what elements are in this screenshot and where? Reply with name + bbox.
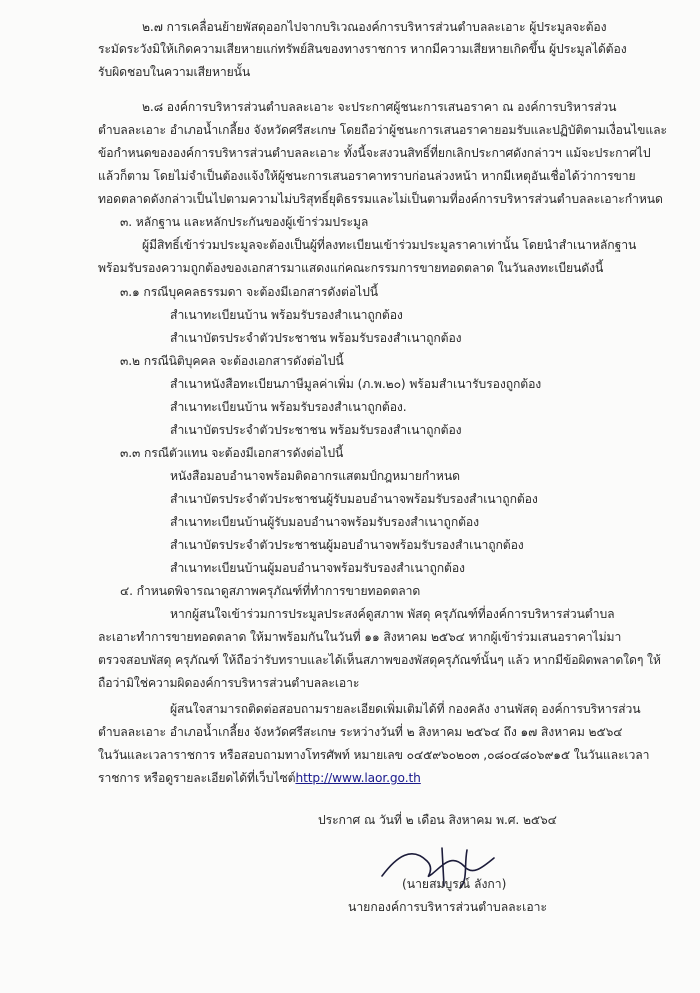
text-line: รับผิดชอบในความเสียหายนั้น xyxy=(98,65,251,79)
list-item: สำเนาทะเบียนบ้าน พร้อมรับรองสำเนาถูกต้อง xyxy=(170,308,403,322)
list-item: สำเนาหนังสือทะเบียนภาษีมูลค่าเพิ่ม (ภ.พ.๒๐) พร้อมสำเนารับรองถูกต้อง xyxy=(170,377,542,391)
list-item: สำเนาบัตรประจำตัวประชาชนผู้มอบอำนาจพร้อมรับรองสำเนาถูกต้อง xyxy=(170,538,524,552)
text-line: ตำบลละเอาะ อำเภอน้ำเกลี้ยง จังหวัดศรีสะเกษ ระหว่างวันที่ ๒ สิงหาคม ๒๕๖๔ ถึง ๑๗ สิงหาคม ๒๕๖๔ xyxy=(98,725,623,739)
subsection-heading: ๓.๓ กรณีตัวแทน จะต้องมีเอกสารดังต่อไปนี้ xyxy=(120,446,344,460)
text-line: ราชการ หรือดูรายละเอียดได้ที่เว็บไซต์ xyxy=(98,771,296,785)
section-heading: ๓. หลักฐาน และหลักประกันของผู้เข้าร่วมประมูล xyxy=(120,215,369,229)
signer-name: (นายสมบูรณ์ ลังกา) xyxy=(402,877,507,891)
text-line: แล้วก็ตาม โดยไม่จำเป็นต้องแจ้งให้ผู้ชนะการเสนอราคาทราบก่อนล่วงหน้า หากมีเหตุอันเชื่อได้ว่าการขาย xyxy=(98,169,636,183)
subsection-heading: ๓.๑ กรณีบุคคลธรรมดา จะต้องมีเอกสารดังต่อไปนี้ xyxy=(120,285,378,299)
list-item: สำเนาบัตรประจำตัวประชาชน พร้อมรับรองสำเนาถูกต้อง xyxy=(170,331,462,345)
text-line: ระมัดระวังมิให้เกิดความเสียหายแก่ทรัพย์สินของทางราชการ หากมีความเสียหายเกิดขึ้น ผู้ประมูลได้ต้อง xyxy=(98,42,627,56)
list-item: สำเนาทะเบียนบ้านผู้รับมอบอำนาจพร้อมรับรองสำเนาถูกต้อง xyxy=(170,515,479,529)
list-item: สำเนาทะเบียนบ้านผู้มอบอำนาจพร้อมรับรองสำเนาถูกต้อง xyxy=(170,561,465,575)
text-line: ตำบลละเอาะ อำเภอน้ำเกลี้ยง จังหวัดศรีสะเกษ โดยถือว่าผู้ชนะการเสนอราคายอมรับและปฏิบัติตามเงื่อนไขและ xyxy=(98,123,667,137)
list-item: สำเนาทะเบียนบ้าน พร้อมรับรองสำเนาถูกต้อง. xyxy=(170,400,407,414)
text-line: ตรวจสอบพัสดุ ครุภัณฑ์ ให้ถือว่ารับทราบและได้เห็นสภาพของพัสดุครุภัณฑ์นั้นๆ แล้ว หากมีข้อผิดพลาดใดๆ ให้ xyxy=(98,653,661,667)
text-line: ละเอาะทำการขายทอดตลาด ให้มาพร้อมกันในวันที่ ๑๑ สิงหาคม ๒๕๖๔ หากผู้เข้าร่วมเสนอราคาไม่มา xyxy=(98,630,622,644)
announcement-date: ประกาศ ณ วันที่ ๒ เดือน สิงหาคม พ.ศ. ๒๕๖๔ xyxy=(318,813,557,827)
text-line: ถือว่ามิใช่ความผิดองค์การบริหารส่วนตำบลละเอาะ xyxy=(98,676,360,690)
text-line: ทอดตลาดดังกล่าวเป็นไปตามความไม่บริสุทธิ์ยุติธรรมและไม่เป็นตามที่องค์การบริหารส่วนตำบลละเอาะกำหนด xyxy=(98,192,663,206)
text-line: หากผู้สนใจเข้าร่วมการประมูลประสงค์ดูสภาพ พัสดุ ครุภัณฑ์ที่องค์การบริหารส่วนตำบล xyxy=(170,607,615,621)
list-item: สำเนาบัตรประจำตัวประชาชนผู้รับมอบอำนาจพร้อมรับรองสำเนาถูกต้อง xyxy=(170,492,538,506)
text-line-with-link xyxy=(98,769,421,787)
section-heading: ๔. กำหนดพิจารณาดูสภาพครุภัณฑ์ที่ทำการขายทอดตลาด xyxy=(120,584,421,598)
list-item: หนังสือมอบอำนาจพร้อมติดอากรแสตมป์กฎหมายกำหนด xyxy=(170,469,460,483)
text-line: ผู้มีสิทธิ์เข้าร่วมประมูลจะต้องเป็นผู้ที่ลงทะเบียนเข้าร่วมประมูลราคาเท่านั้น โดยนำสำเนาหลักฐาน xyxy=(142,238,637,252)
website-link[interactable]: http://www.laor.go.th xyxy=(295,771,421,785)
text-line: ในวันและเวลาราชการ หรือสอบถามทางโทรศัพท์ หมายเลข ๐๔๕๙๖๐๒๐๓ ,๐๘๐๔๘๐๖๙๑๕ ในวันและเวลา xyxy=(98,748,650,762)
signer-title: นายกองค์การบริหารส่วนตำบลละเอาะ xyxy=(348,900,548,914)
text-line: พร้อมรับรองความถูกต้องของเอกสารมาแสดงแก่คณะกรรมการขายทอดตลาด ในวันลงทะเบียนดังนี้ xyxy=(98,261,604,275)
list-item: สำเนาบัตรประจำตัวประชาชน พร้อมรับรองสำเนาถูกต้อง xyxy=(170,423,462,437)
text-line: ๒.๗ การเคลื่อนย้ายพัสดุออกไปจากบริเวณองค์การบริหารส่วนตำบลละเอาะ ผู้ประมูลจะต้อง xyxy=(142,20,607,34)
text-line: ผู้สนใจสามารถติดต่อสอบถามรายละเอียดเพิ่มเติมได้ที่ กองคลัง งานพัสดุ องค์การบริหารส่วน xyxy=(170,702,641,716)
text-line: ข้อกำหนดขององค์การบริหารส่วนตำบลละเอาะ ทั้งนี้จะสงวนสิทธิ์ที่ยกเลิกประกาศดังกล่าวฯ แม้จะประกาศไป xyxy=(98,146,651,160)
text-line: ๒.๘ องค์การบริหารส่วนตำบลละเอาะ จะประกาศผู้ชนะการเสนอราคา ณ องค์การบริหารส่วน xyxy=(142,100,617,114)
subsection-heading: ๓.๒ กรณีนิติบุคคล จะต้องเอกสารดังต่อไปนี้ xyxy=(120,354,344,368)
